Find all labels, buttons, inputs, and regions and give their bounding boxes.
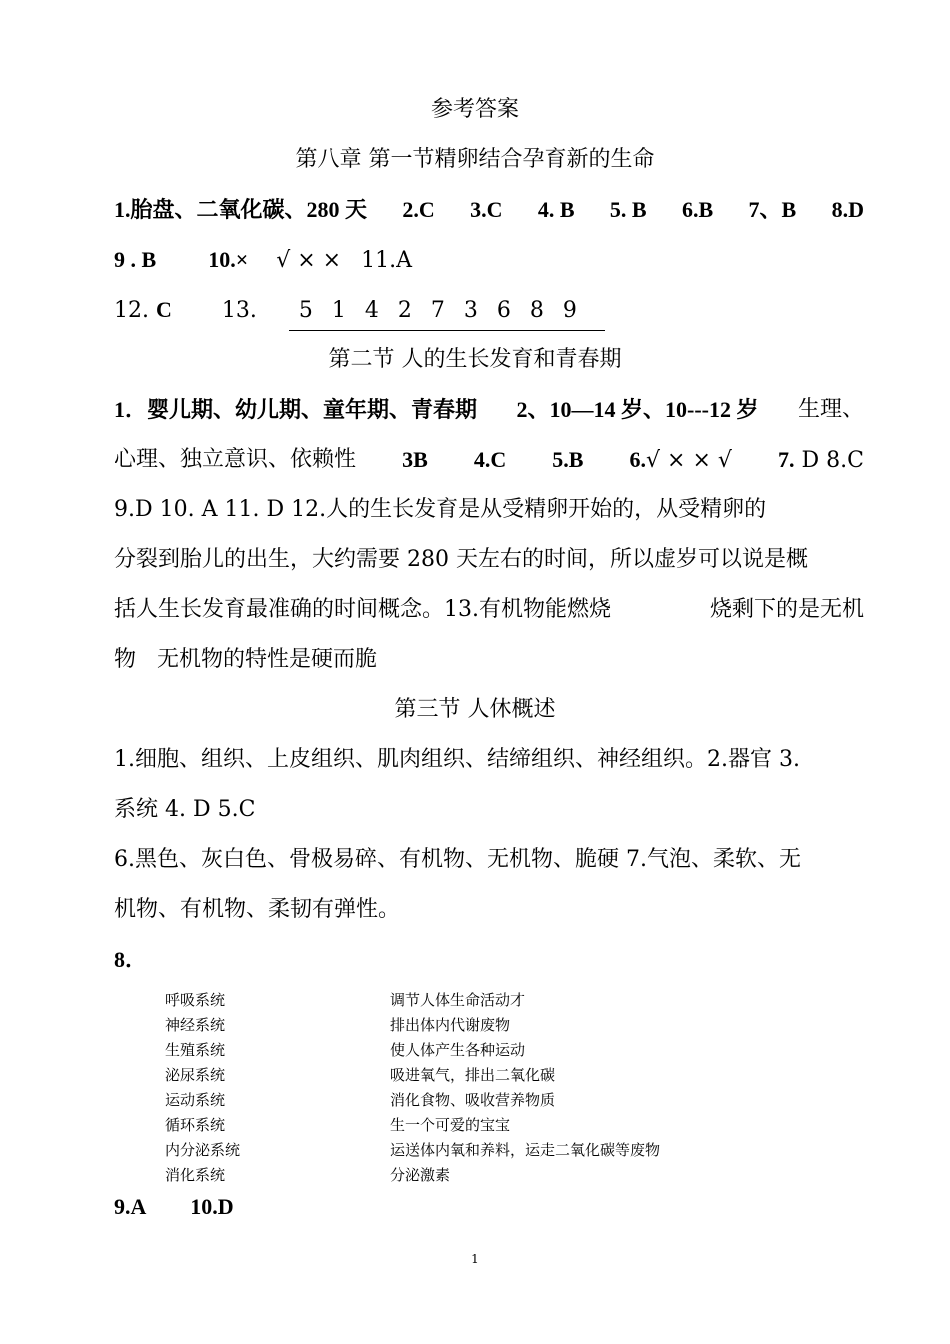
s2-q2-cont: 心理、独立意识、依赖性 xyxy=(114,447,357,472)
s1-answer-line-1 xyxy=(114,195,864,225)
s1-q4: 4. B xyxy=(537,197,575,222)
match-right-item: 分泌激素 xyxy=(390,1166,451,1184)
s1-q1: 1.胎盘、二氧化碳、280 天 xyxy=(114,197,368,222)
s1-q6: 6.B xyxy=(681,197,714,222)
s3-q9: 9.A xyxy=(114,1194,146,1219)
s1-answer-line-2 xyxy=(114,245,864,276)
match-left-item: 神经系统 xyxy=(165,1016,226,1034)
s2-q6-marks: √ × × √ xyxy=(646,448,732,473)
s1-q10-label: 10.× xyxy=(208,247,249,272)
s2-q4: 4.C xyxy=(473,447,507,472)
s1-answer-line-3 xyxy=(114,295,864,331)
match-left-item: 泌尿系统 xyxy=(165,1066,226,1084)
s2-q13: 括人生长发育最准确的时间概念。13.有机物能燃烧 xyxy=(114,597,611,622)
chapter-title: 第八章 第一节精卵结合孕育新的生命 xyxy=(295,147,655,172)
s1-q9: 9 . B xyxy=(114,247,157,272)
match-right-item: 生一个可爱的宝宝 xyxy=(390,1116,511,1134)
match-right-item: 运送体内氧和养料，运走二氧化碳等废物 xyxy=(390,1141,661,1159)
match-right-item: 吸进氧气，排出二氧化碳 xyxy=(390,1066,556,1084)
s2-line-6: 物 无机物的特性是硬而脆 xyxy=(114,647,377,672)
s2-q1: 1．婴儿期、幼儿期、童年期、青春期 xyxy=(114,397,478,422)
s1-q12-answer: C xyxy=(156,297,172,322)
s1-q5: 5. B xyxy=(609,197,647,222)
match-right-item: 消化食物、吸收营养物质 xyxy=(390,1091,556,1109)
match-left-item: 内分泌系统 xyxy=(165,1141,241,1159)
s1-q12-label: 12. xyxy=(114,298,149,323)
match-left-item: 消化系统 xyxy=(165,1166,226,1184)
s2-q5: 5.B xyxy=(552,447,584,472)
s1-q3: 3.C xyxy=(470,197,503,222)
match-left-item: 运动系统 xyxy=(165,1091,226,1109)
page-number: 1 xyxy=(471,1252,479,1266)
s2-line-3: 9.D 10. A 11. D 12.人的生长发育是从受精卵开始的，从受精卵的 xyxy=(114,497,767,522)
section2-title: 第二节 人的生长发育和青春期 xyxy=(328,347,622,372)
matching-left-column xyxy=(165,988,240,1188)
s2-line-5 xyxy=(114,595,864,625)
s2-q3: 3B xyxy=(402,447,428,472)
s1-q8: 8.D xyxy=(831,197,864,222)
s2-line-2 xyxy=(114,445,864,476)
s2-q2-tail: 生理、 xyxy=(797,397,864,422)
match-right-item: 调节人体生命活动才 xyxy=(390,991,526,1009)
s1-q2: 2.C xyxy=(402,197,435,222)
s2-q7-label: 7. xyxy=(777,447,795,472)
s3-line-1: 1.细胞、组织、上皮组织、肌肉组织、结缔组织、神经组织。2.器官 3. xyxy=(114,747,800,772)
s2-line-1 xyxy=(114,395,864,425)
s1-q13-label: 13. xyxy=(221,298,257,323)
s3-line-4: 机物、有机物、柔韧有弹性。 xyxy=(114,897,401,922)
match-left-item: 生殖系统 xyxy=(165,1041,226,1059)
match-right-item: 排出体内代谢废物 xyxy=(390,1016,511,1034)
s1-q7: 7、B xyxy=(748,197,797,222)
s1-q10-marks: √ × × xyxy=(276,248,342,273)
s3-line-3: 6.黑色、灰白色、骨极易碎、有机物、无机物、脆硬 7.气泡、柔软、无 xyxy=(114,847,801,872)
s3-q10: 10.D xyxy=(190,1194,234,1219)
matching-right-column xyxy=(390,988,660,1188)
s2-q2: 2、10—14 岁、10---12 岁 xyxy=(516,397,759,422)
s1-q13-sequence: 5 1 4 2 7 3 6 8 9 xyxy=(289,296,605,331)
section3-title: 第三节 人休概述 xyxy=(394,697,556,722)
page-title: 参考答案 xyxy=(430,97,519,122)
s2-line-4: 分裂到胎儿的出生，大约需要 280 天左右的时间，所以虚岁可以说是概 xyxy=(114,547,808,572)
match-left-item: 循环系统 xyxy=(165,1116,226,1134)
match-left-item: 呼吸系统 xyxy=(165,991,226,1009)
s1-q11: 11.A xyxy=(361,248,412,273)
s2-q7-8: D 8.C xyxy=(801,448,864,473)
match-right-item: 使人体产生各种运动 xyxy=(390,1041,526,1059)
s2-q13-cont: 烧剩下的是无机 xyxy=(709,597,864,622)
s2-q6-label: 6. xyxy=(629,447,647,472)
s3-q8-label: 8． xyxy=(114,947,148,972)
s3-q9-10 xyxy=(114,1192,864,1222)
s3-line-2: 系统 4. D 5.C xyxy=(114,797,256,822)
